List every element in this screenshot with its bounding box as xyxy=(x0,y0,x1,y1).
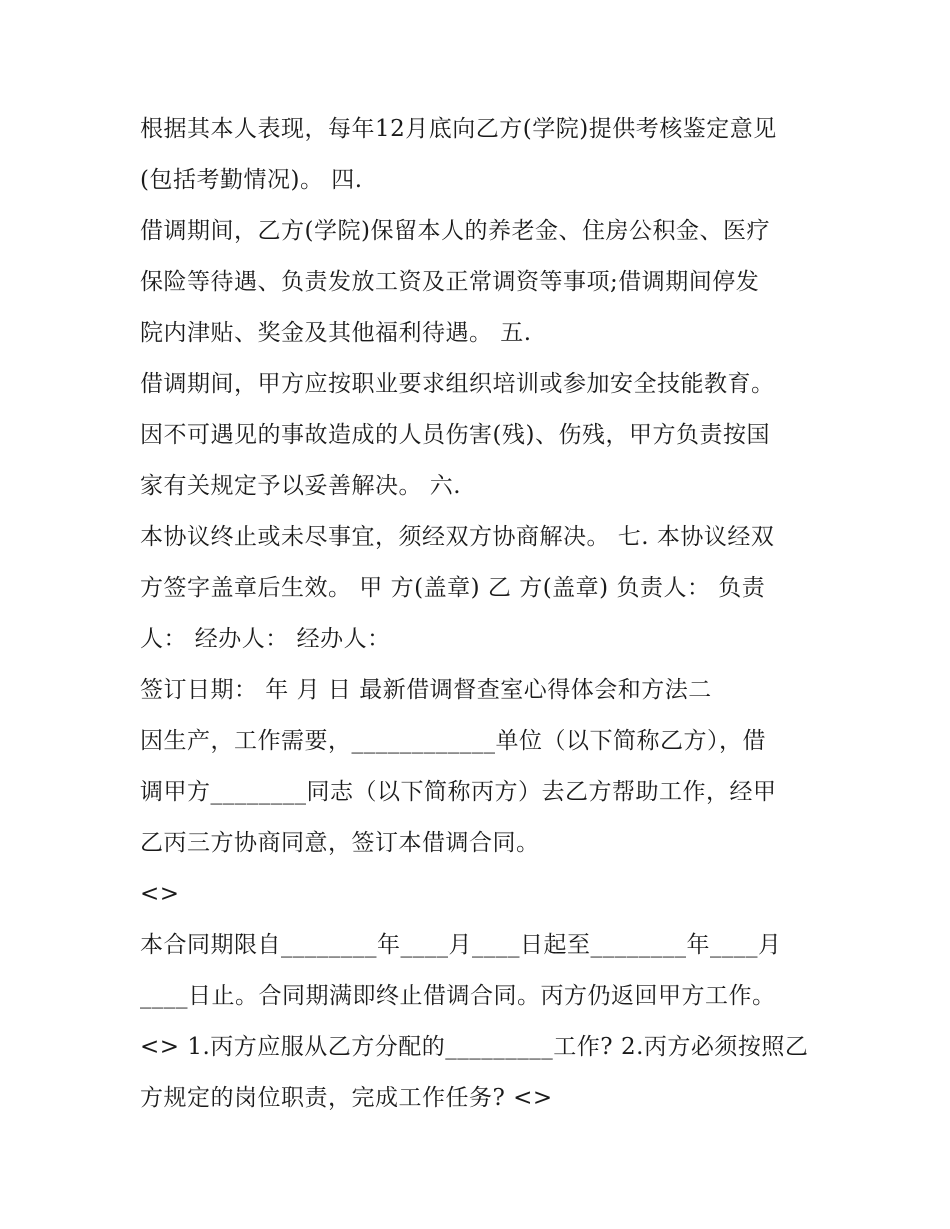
text-line: 借调期间，甲方应按职业要求组织培训或参加安全技能教育。 xyxy=(140,371,775,397)
text-line: ____日止。合同期满即终止借调合同。丙方仍返回甲方工作。 xyxy=(140,983,776,1009)
text-line: 因不可遇见的事故造成的人员伤害(残)、伤残，甲方负责按国 xyxy=(140,422,770,448)
text-line: 因生产，工作需要，____________单位（以下简称乙方），借 xyxy=(140,728,766,754)
text-line: 签订日期： 年 月 日 最新借调督查室心得体会和方法二 xyxy=(140,677,712,703)
text-line: 保险等待遇、负责发放工资及正常调资等事项;借调期间停发 xyxy=(140,269,760,295)
text-line: 调甲方________同志（以下简称丙方）去乙方帮助工作，经甲 xyxy=(140,779,777,805)
text-line: 本合同期限自________年____月____日起至________年____月 xyxy=(140,932,782,958)
text-line: 院内津贴、奖金及其他福利待遇。 五. xyxy=(140,320,532,346)
text-line: 乙丙三方协商同意，签订本借调合同。 xyxy=(140,830,540,856)
text-line: 本协议终止或未尽事宜，须经双方协商解决。 七. 本协议经双 xyxy=(140,524,775,550)
text-line: 方签字盖章后生效。 甲 方(盖章) 乙 方(盖章) 负责人： 负责 xyxy=(140,575,766,601)
text-line: 人： 经办人： 经办人： xyxy=(140,626,391,652)
text-line: 根据其本人表现，每年12月底向乙方(学院)提供考核鉴定意见 xyxy=(140,116,777,142)
text-line: <> xyxy=(140,881,180,907)
text-line: 借调期间，乙方(学院)保留本人的养老金、住房公积金、医疗 xyxy=(140,218,770,244)
text-line: <> 1.丙方应服从乙方分配的_________工作? 2.丙方必须按照乙 xyxy=(140,1034,809,1060)
text-line: 方规定的岗位职责，完成工作任务? <> xyxy=(140,1085,553,1111)
text-line: (包括考勤情况)。 四. xyxy=(140,167,363,193)
document-body xyxy=(140,104,830,1124)
text-line: 家有关规定予以妥善解决。 六. xyxy=(140,473,462,499)
